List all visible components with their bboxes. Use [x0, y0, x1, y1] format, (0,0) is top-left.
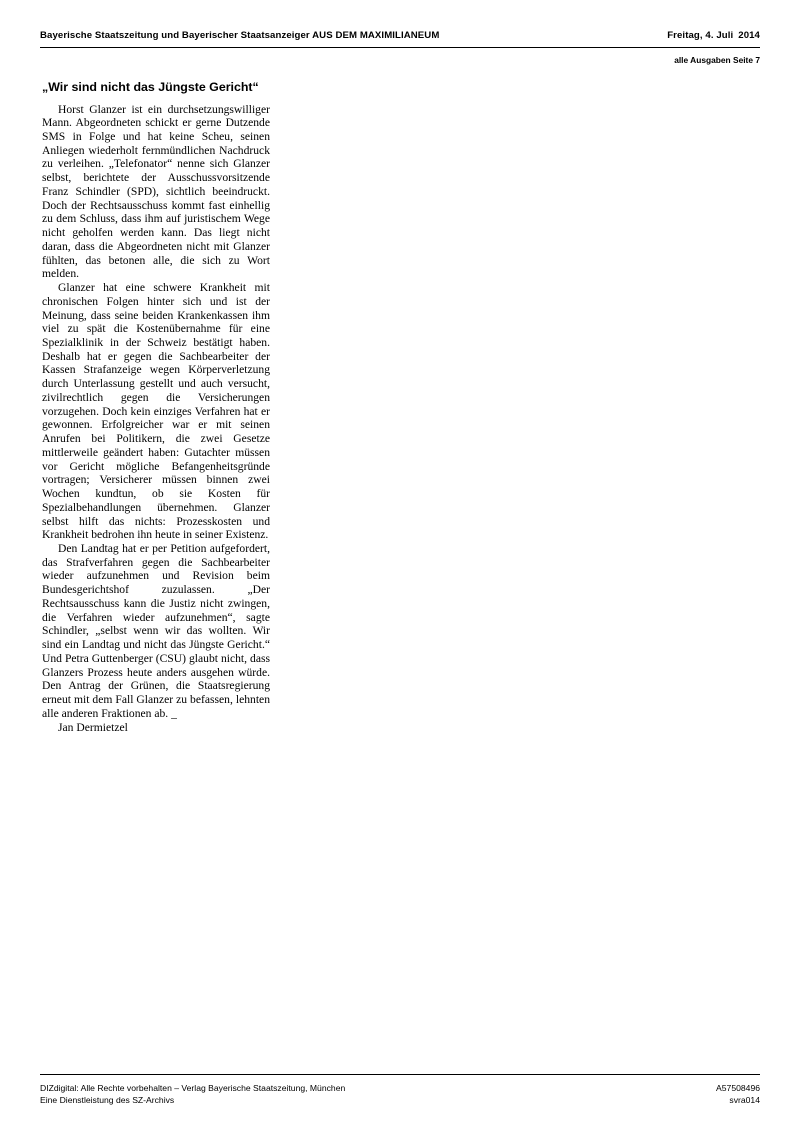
article-paragraph: Horst Glanzer ist ein durchsetzungswilliger Mann. Abgeordneten schickt er gerne Dutzende SMS in Folge und hat keine Scheu, seinen Anliegen wiederholt fernmündlichen Nachdruck zu verleihen. „Telefonator“ nenne sich Glanzer selbst, berichtete der Ausschussvorsitzende Franz Schindler (SPD), sichtlich beeindruckt. Doch der Rechtsausschuss kommt fast einhellig zu dem Schluss, dass ihm auf juristischem Wege nicht geholfen werden kann. Das liegt nicht daran, dass die Abgeordneten nicht mit Glanzer fühlten, das betonen alle, die sich zu Wort melden.: [42, 102, 270, 281]
page-footer: [40, 1074, 760, 1107]
footer-source-code: svra014: [729, 1095, 760, 1106]
footer-copyright-line2: Eine Dienstleistung des SZ-Archivs: [40, 1095, 175, 1106]
edition-note: alle Ausgaben Seite 7: [674, 55, 760, 65]
page-header: [40, 30, 760, 65]
footer-codes: [716, 1082, 760, 1107]
footer-divider: [40, 1074, 760, 1075]
article-paragraph: Den Landtag hat er per Petition aufgefordert, das Strafverfahren gegen die Sachbearbeiter wieder aufzunehmen und Revision beim Bundesgerichtshof zuzulassen. „Der Rechtsausschuss kann die Justiz nicht zwingen, die Verfahren wieder aufzunehmen“, sagte Schindler, „selbst wenn wir das wollten. Wir sind ein Landtag und nicht das Jüngste Gericht.“ Und Petra Guttenberger (CSU) glaubt nicht, dass Glanzers Prozess heute anders ausgehen würde. Den Antrag der Grünen, die Staatsregierung erneut mit dem Fall Glanzer zu befassen, lehnten alle anderen Fraktionen ab. _: [42, 542, 270, 720]
article-paragraph: Glanzer hat eine schwere Krankheit mit chronischen Folgen hinter sich und ist der Meinung, dass seine beiden Krankenkassen ihm viel zu spät die Kostenübernahme für eine Spezialklinik in der Schweiz bestätigt haben. Deshalb hat er gegen die Sachbearbeiter der Kassen Strafanzeige wegen Körperverletzung durch Unterlassung gestellt und auch versucht, zivilrechtlich gegen die Versicherungen vorzugehen. Doch kein einziges Verfahren hat er gewonnen. Erfolgreicher war er mit seinen Anrufen bei Politikern, die zwei Gesetze mittlerweile geändert haben: Gutachter müssen vor Gericht mögliche Befangenheitsgründe vortragen; Versicherer müssen binnen zwei Wochen kundtun, ob sie Kosten für Spezialbehandlungen übernehmen. Glanzer selbst hilft das nichts: Prozesskosten und Krankheit bedrohen ihn heute in seiner Existenz.: [42, 281, 270, 542]
page-title: „Wir sind nicht das Jüngste Gericht“: [42, 80, 259, 94]
header-date-block: [667, 30, 760, 41]
footer-document-id: A57508496: [716, 1083, 760, 1093]
footer-row: [40, 1082, 760, 1107]
article-column: [42, 80, 270, 734]
footer-copyright: [40, 1082, 345, 1107]
issue-year: 2014: [738, 30, 760, 41]
header-divider: [40, 47, 760, 48]
publication-title: Bayerische Staatszeitung und Bayerischer Staatsanzeiger AUS DEM MAXIMILIANEUM: [40, 30, 440, 41]
header-row: [40, 30, 760, 41]
article-body: [42, 103, 270, 735]
article-byline: Jan Dermietzel: [58, 720, 128, 734]
footer-copyright-line1: DIZdigital: Alle Rechte vorbehalten – Verlag Bayerische Staatszeitung, München: [40, 1083, 346, 1093]
issue-date: Freitag, 4. Juli: [667, 30, 734, 41]
